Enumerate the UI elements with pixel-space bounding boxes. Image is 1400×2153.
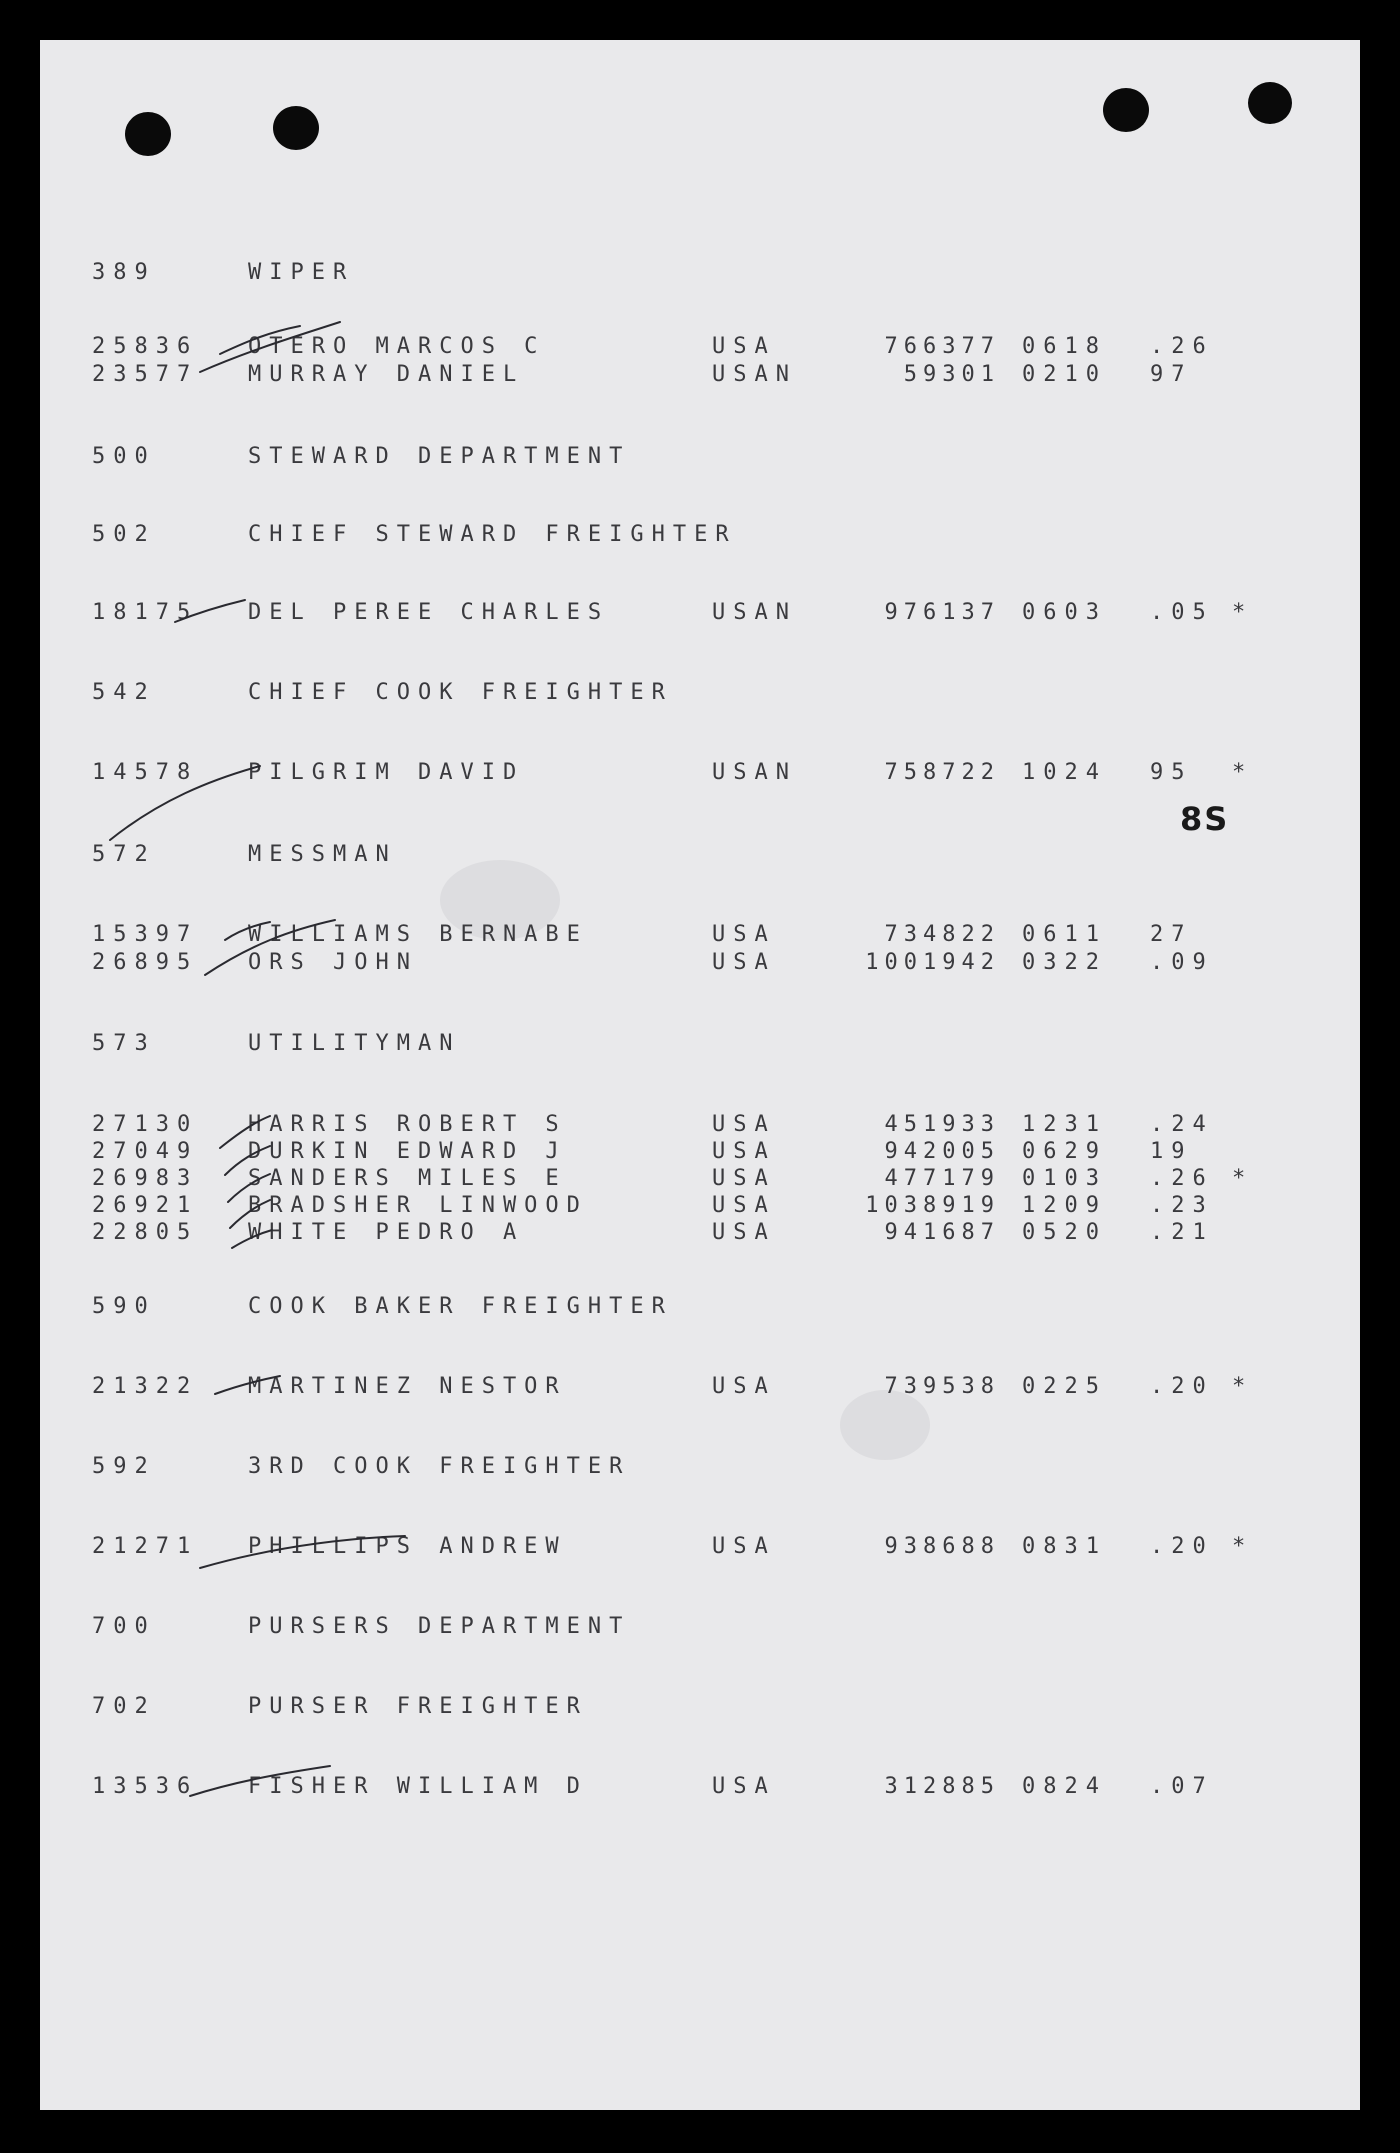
entry-id: 14578 [92, 760, 199, 785]
check-mark [225, 1146, 270, 1175]
check-mark [200, 322, 340, 372]
entry-name: OTERO MARCOS C [248, 334, 546, 359]
check-mark [190, 1766, 330, 1796]
entry-date: 0103 [1022, 1166, 1107, 1191]
entry-id: 13536 [92, 1774, 199, 1799]
entry-number: 312885 [884, 1774, 1000, 1799]
entry-name: WILLIAMS BERNABE [248, 922, 588, 947]
entry-id: 23577 [92, 362, 199, 387]
entry-name: ORS JOHN [248, 950, 418, 975]
check-mark [205, 920, 335, 975]
section-code: 500 [92, 444, 156, 469]
check-mark [230, 1200, 270, 1228]
entry-date: 0210 [1022, 362, 1107, 387]
entry-name: WHITE PEDRO A [248, 1220, 525, 1245]
entry-value: .20 [1150, 1534, 1214, 1559]
check-mark [200, 1536, 405, 1568]
entry-name: SANDERS MILES E [248, 1166, 567, 1191]
entry-number: 477179 [884, 1166, 1000, 1191]
entry-name: PILGRIM DAVID [248, 760, 525, 785]
section-code: 592 [92, 1454, 156, 1479]
entry-name: PHILLIPS ANDREW [248, 1534, 567, 1559]
entry-id: 26921 [92, 1193, 199, 1218]
entry-nationality: USA [712, 1774, 776, 1799]
entry-date: 0611 [1022, 922, 1107, 947]
entry-nationality: USA [712, 1166, 776, 1191]
entry-star: * [1232, 1374, 1246, 1399]
entry-id: 21271 [92, 1534, 199, 1559]
entry-number: 766377 [884, 334, 1000, 359]
entry-name: MURRAY DANIEL [248, 362, 525, 387]
entry-id: 26983 [92, 1166, 199, 1191]
entry-nationality: USA [712, 334, 776, 359]
entry-number: 739538 [884, 1374, 1000, 1399]
entry-nationality: USA [712, 950, 776, 975]
section-title: CHIEF COOK FREIGHTER [248, 680, 673, 705]
entry-date: 0618 [1022, 334, 1107, 359]
entry-nationality: USAN [712, 362, 797, 387]
entry-nationality: USA [712, 1112, 776, 1137]
section-code: 702 [92, 1694, 156, 1719]
entry-nationality: USAN [712, 760, 797, 785]
check-mark [232, 1230, 272, 1248]
entry-value: 27 [1150, 922, 1193, 947]
entry-date: 0603 [1022, 600, 1107, 625]
section-title: PURSER FREIGHTER [248, 1694, 588, 1719]
entry-star: * [1232, 1534, 1246, 1559]
section-code: 572 [92, 842, 156, 867]
entry-id: 21322 [92, 1374, 199, 1399]
entry-value: .07 [1150, 1774, 1214, 1799]
entry-name: FISHER WILLIAM D [248, 1774, 588, 1799]
check-mark [110, 766, 260, 840]
entry-date: 0520 [1022, 1220, 1107, 1245]
entry-nationality: USAN [712, 600, 797, 625]
section-title: 3RD COOK FREIGHTER [248, 1454, 631, 1479]
entry-date: 0225 [1022, 1374, 1107, 1399]
section-title: COOK BAKER FREIGHTER [248, 1294, 673, 1319]
entry-id: 15397 [92, 922, 199, 947]
entry-number: 451933 [884, 1112, 1000, 1137]
entry-value: .26 [1150, 334, 1214, 359]
entry-value: .20 [1150, 1374, 1214, 1399]
entry-value: .23 [1150, 1193, 1214, 1218]
entry-star: * [1232, 600, 1246, 625]
entry-value: .26 [1150, 1166, 1214, 1191]
entry-id: 18175 [92, 600, 199, 625]
entry-number: 758722 [884, 760, 1000, 785]
section-code: 700 [92, 1614, 156, 1639]
entry-id: 27049 [92, 1139, 199, 1164]
entry-date: 0629 [1022, 1139, 1107, 1164]
section-code: 389 [92, 260, 156, 285]
entry-star: * [1232, 760, 1246, 785]
entry-number: 938688 [884, 1534, 1000, 1559]
entry-nationality: USA [712, 1374, 776, 1399]
check-mark [175, 600, 245, 622]
entry-id: 27130 [92, 1112, 199, 1137]
entry-nationality: USA [712, 1220, 776, 1245]
entry-value: 97 [1150, 362, 1193, 387]
entry-number: 734822 [884, 922, 1000, 947]
entry-star: * [1232, 1166, 1246, 1191]
entry-value: .09 [1150, 950, 1214, 975]
entry-value: .05 [1150, 600, 1214, 625]
entry-date: 0824 [1022, 1774, 1107, 1799]
entry-name: DURKIN EDWARD J [248, 1139, 567, 1164]
entry-name: BRADSHER LINWOOD [248, 1193, 588, 1218]
handwritten-mark: 8S [1180, 800, 1230, 838]
entry-number: 1038919 [865, 1193, 1000, 1218]
entry-date: 1209 [1022, 1193, 1107, 1218]
section-title: PURSERS DEPARTMENT [248, 1614, 631, 1639]
entry-id: 25836 [92, 334, 199, 359]
entry-date: 1024 [1022, 760, 1107, 785]
section-title: CHIEF STEWARD FREIGHTER [248, 522, 737, 547]
entry-date: 1231 [1022, 1112, 1107, 1137]
entry-nationality: USA [712, 1139, 776, 1164]
entry-nationality: USA [712, 1534, 776, 1559]
entry-value: 19 [1150, 1139, 1193, 1164]
section-code: 502 [92, 522, 156, 547]
entry-id: 26895 [92, 950, 199, 975]
entry-number: 941687 [884, 1220, 1000, 1245]
section-title: MESSMAN [248, 842, 397, 867]
check-mark [220, 1116, 270, 1148]
entry-value: 95 [1150, 760, 1193, 785]
entry-nationality: USA [712, 922, 776, 947]
entry-value: .21 [1150, 1220, 1214, 1245]
section-title: WIPER [248, 260, 355, 285]
entry-date: 0322 [1022, 950, 1107, 975]
entry-name: MARTINEZ NESTOR [248, 1374, 567, 1399]
entry-value: .24 [1150, 1112, 1214, 1137]
section-code: 573 [92, 1031, 156, 1056]
entry-number: 59301 [903, 362, 1000, 387]
check-mark [228, 1174, 270, 1202]
entry-name: HARRIS ROBERT S [248, 1112, 567, 1137]
entry-number: 942005 [884, 1139, 1000, 1164]
section-code: 590 [92, 1294, 156, 1319]
section-code: 542 [92, 680, 156, 705]
entry-nationality: USA [712, 1193, 776, 1218]
entry-date: 0831 [1022, 1534, 1107, 1559]
entry-number: 976137 [884, 600, 1000, 625]
entry-number: 1001942 [865, 950, 1000, 975]
entry-name: DEL PEREE CHARLES [248, 600, 610, 625]
section-title: UTILITYMAN [248, 1031, 461, 1056]
check-mark [215, 1376, 280, 1394]
check-mark [225, 922, 270, 940]
section-title: STEWARD DEPARTMENT [248, 444, 631, 469]
entry-id: 22805 [92, 1220, 199, 1245]
